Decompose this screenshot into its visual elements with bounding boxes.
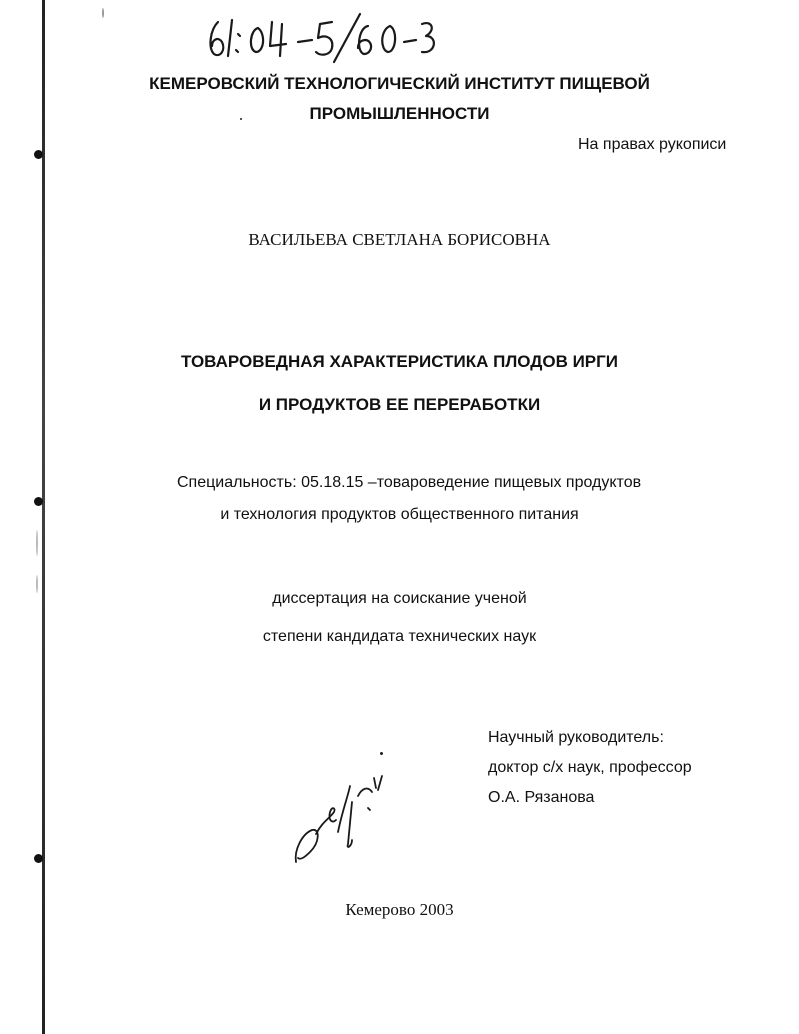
author-name: ВАСИЛЬЕВА СВЕТЛАНА БОРИСОВНА: [248, 230, 551, 249]
city-and-year: Кемерово 2003: [345, 900, 454, 919]
binding-hole: [34, 854, 43, 863]
binding-hole: [34, 497, 43, 506]
dissertation-title-line1: ТОВАРОВЕДНАЯ ХАРАКТЕРИСТИКА ПЛОДОВ ИРГИ: [181, 352, 618, 371]
supervisor-name: О.А. Рязанова: [488, 789, 595, 806]
manuscript-rights-note: На правах рукописи: [578, 136, 727, 153]
scan-speck: [36, 530, 38, 556]
binding-hole: [34, 150, 43, 159]
archive-code-handwriting: [200, 8, 440, 64]
degree-line1: диссертация на соискание ученой: [272, 590, 527, 607]
degree-line2: степени кандидата технических наук: [262, 628, 537, 645]
specialty-line1: Специальность: 05.18.15 –товароведение пищевых продуктов: [177, 474, 642, 491]
supervisor-rank: доктор с/х наук, профессор: [488, 759, 692, 776]
scan-speck: [380, 752, 383, 755]
specialty-line2: и технология продуктов общественного питания: [220, 506, 579, 523]
signature: [286, 772, 396, 872]
supervisor-label: Научный руководитель:: [488, 729, 664, 746]
scan-speck: [102, 8, 104, 18]
institute-name-line2: ПРОМЫШЛЕННОСТИ: [309, 104, 490, 123]
institute-name-line1: КЕМЕРОВСКИЙ ТЕХНОЛОГИЧЕСКИЙ ИНСТИТУТ ПИЩЕВОЙ: [149, 74, 650, 93]
dissertation-title-line2: И ПРОДУКТОВ ЕЕ ПЕРЕРАБОТКИ: [258, 395, 541, 414]
